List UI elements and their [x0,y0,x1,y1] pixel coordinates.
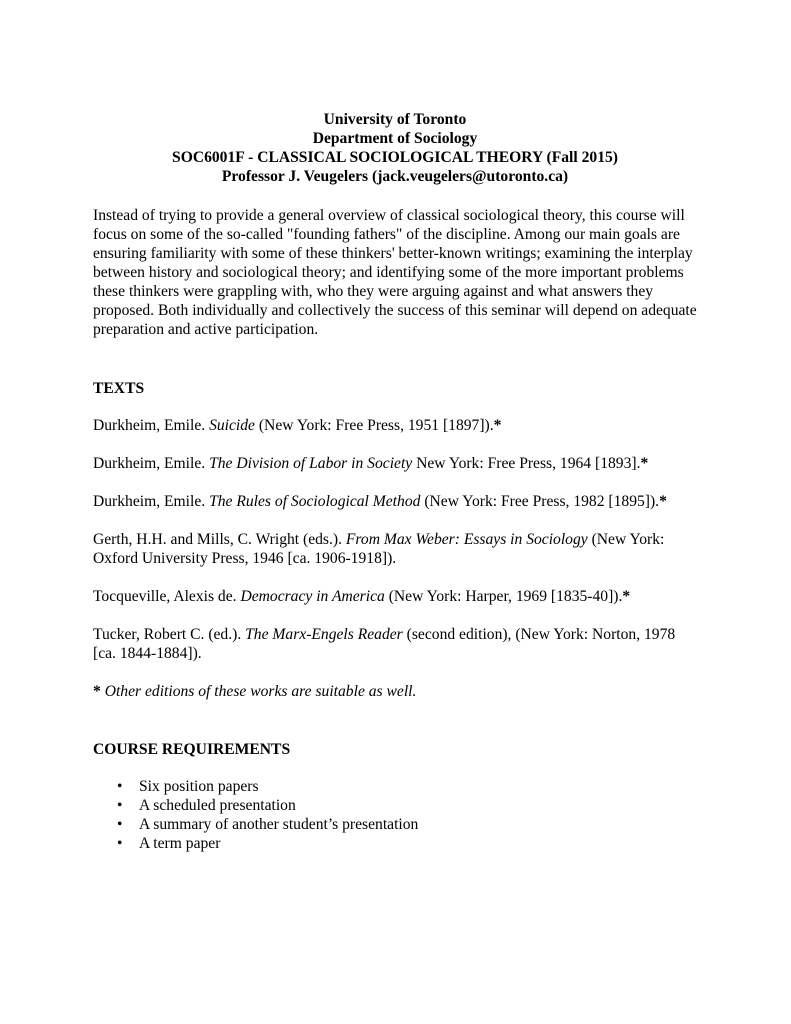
text-entry: Tucker, Robert C. (ed.). The Marx-Engels Reader (second edition), (New York: Norton, 1978 [ca. 1844-1884]). [93,626,676,662]
document-page [93,110,697,853]
book-title: From Max Weber: Essays in Sociology [345,531,588,548]
course-title: SOC6001F - CLASSICAL SOCIOLOGICAL THEORY (Fall 2015) [172,149,618,166]
bullet-icon: • [117,816,123,833]
professor-line: Professor J. Veugelers (jack.veugelers@utoronto.ca) [221,168,569,185]
bullet-icon: • [117,778,123,795]
star-marker: * [659,493,667,510]
list-item: • A term paper [117,835,221,852]
text-entry: Durkheim, Emile. Suicide (New York: Free Press, 1951 [1897]).* [93,417,502,434]
text-entry: Gerth, H.H. and Mills, C. Wright (eds.). From Max Weber: Essays in Sociology (New York: Oxford University Press, 1946 [ca. 1906-1918]). [93,531,665,567]
bullet-icon: • [117,797,123,814]
book-title: Suicide [209,417,255,434]
book-title: Democracy in America [240,588,385,605]
editions-note [93,682,697,701]
note-text: Other editions of these works are suitable as well. [104,683,417,700]
text-entry: Durkheim, Emile. The Rules of Sociological Method (New York: Free Press, 1982 [1895]).* [93,493,667,510]
texts-heading: TEXTS [93,380,145,397]
list-item: • A summary of another student’s presentation [117,816,419,833]
list-item: • A scheduled presentation [117,797,296,814]
star-marker: * [640,455,649,472]
requirements-list [93,777,697,853]
list-item: • Six position papers [117,778,259,795]
book-title: The Division of Labor in Society [209,455,413,472]
text-entry: Durkheim, Emile. The Division of Labor in Society New York: Free Press, 1964 [1893].* [93,455,649,472]
texts-list [93,416,697,663]
university-name: University of Toronto [323,111,467,128]
requirements-heading: COURSE REQUIREMENTS [93,741,291,758]
star-marker: * [493,417,502,434]
note-star: * [93,683,101,700]
star-marker: * [622,588,631,605]
department-name: Department of Sociology [312,130,478,147]
book-title: The Marx-Engels Reader [245,626,403,643]
document-header [93,110,697,186]
bullet-icon: • [117,835,123,852]
intro-paragraph: Instead of trying to provide a general overview of classical sociological theory, this course will focus on some of the so-called "founding fathers" of the discipline. Among our main goals are ensuring familiarity with some of these thinkers' better-known writings; examining the interplay between history and sociological theory; and identifying some of the more important problems these thinkers were grappling with, who they were arguing against and what answers they proposed. Both individually and collectively the success of this seminar will depend on adequate preparation and active participation. [93,207,697,338]
book-title: The Rules of Sociological Method [209,493,421,510]
text-entry: Tocqueville, Alexis de. Democracy in America (New York: Harper, 1969 [1835-40]).* [93,588,631,605]
